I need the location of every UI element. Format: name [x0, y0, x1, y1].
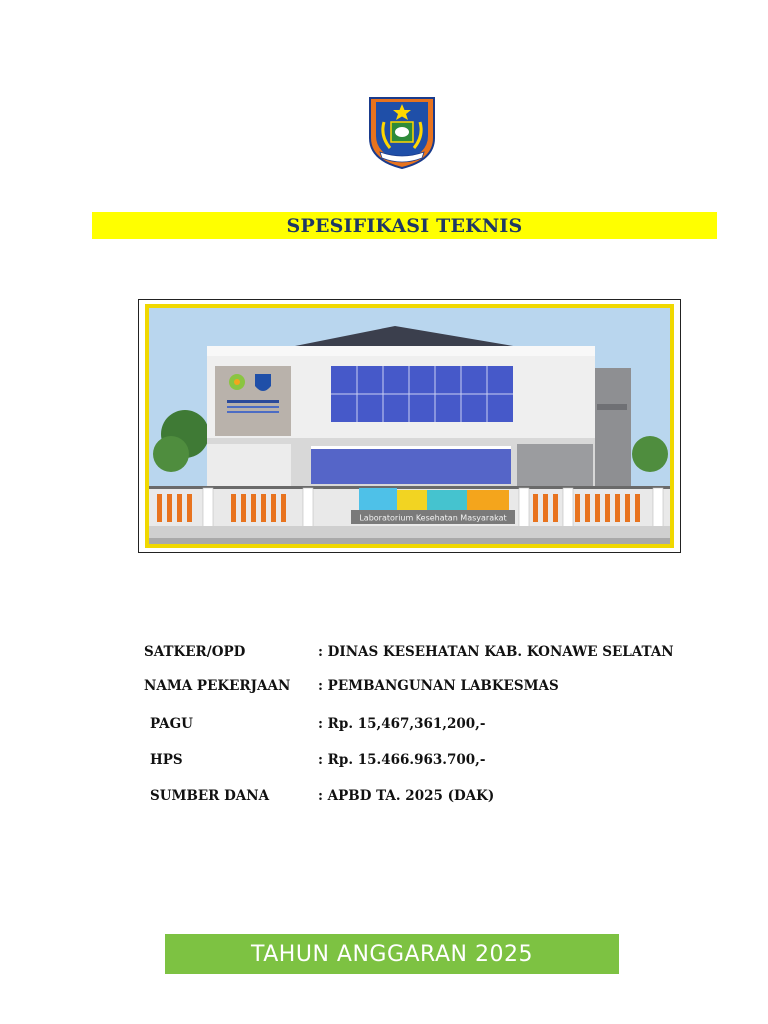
- info-row-nama-pekerjaan: [0, 678, 768, 698]
- entrance-sign-text: Laboratorium Kesehatan Masyarakat: [359, 513, 507, 523]
- sign-block-orange: [467, 490, 509, 512]
- tree-right: [632, 436, 668, 472]
- info-label-sumber-dana: SUMBER DANA: [150, 788, 270, 804]
- info-row-pagu: [0, 716, 768, 736]
- regency-coat-of-arms-icon: [364, 94, 440, 170]
- info-value-pagu: : Rp. 15,467,361,200,-: [318, 716, 486, 732]
- fiscal-year-text: TAHUN ANGGARAN 2025: [251, 941, 533, 967]
- info-value-sumber-dana: : APBD TA. 2025 (DAK): [318, 788, 495, 804]
- info-row-satker: [0, 644, 768, 664]
- info-value-hps: : Rp. 15.466.963.700,-: [318, 752, 486, 768]
- document-title: SPESIFIKASI TEKNIS: [286, 214, 523, 237]
- fiscal-year-banner: [165, 934, 619, 974]
- sign-block-teal: [427, 490, 467, 512]
- info-row-hps: [0, 752, 768, 772]
- info-row-sumber-dana: [0, 788, 768, 808]
- info-label-satker: SATKER/OPD: [144, 644, 246, 660]
- info-value-satker: : DINAS KESEHATAN KAB. KONAWE SELATAN: [318, 644, 674, 660]
- building-rendering: [145, 304, 674, 548]
- building-photo-frame: [138, 299, 681, 553]
- info-label-hps: HPS: [150, 752, 183, 768]
- title-banner: [92, 212, 717, 239]
- sign-block-yellow: [397, 490, 427, 512]
- info-label-pagu: PAGU: [150, 716, 193, 732]
- info-label-nama-pekerjaan: NAMA PEKERJAAN: [144, 678, 291, 694]
- info-value-nama-pekerjaan: : PEMBANGUNAN LABKESMAS: [318, 678, 559, 694]
- sign-block-blue: [359, 488, 397, 512]
